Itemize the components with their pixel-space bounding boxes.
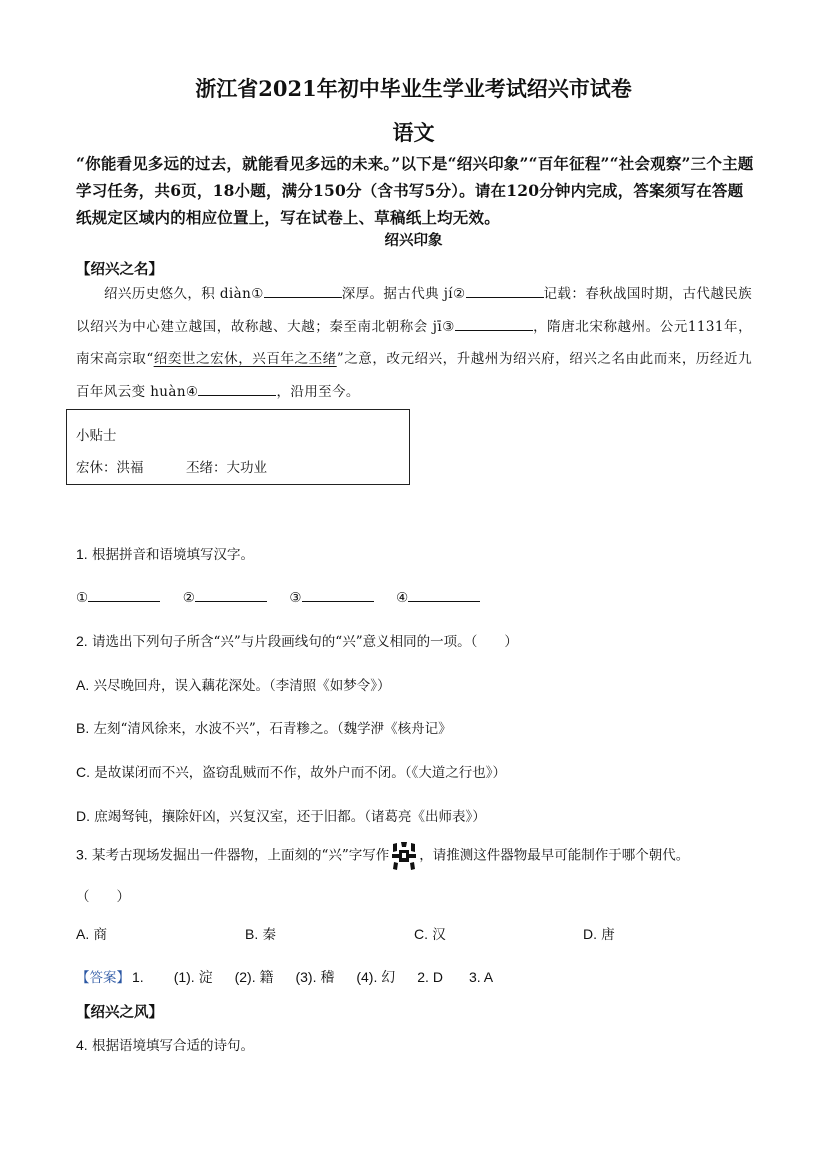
option-letter: A. bbox=[76, 926, 90, 942]
passage-blank-1 bbox=[264, 282, 342, 298]
option-text: 汉 bbox=[432, 927, 446, 943]
passage-text-4: ，隋唐北宋称越州。公元1131年，南宋高宗取“ bbox=[76, 318, 753, 367]
passage-blank-4 bbox=[198, 380, 276, 396]
blank-marker-2: ② bbox=[182, 590, 195, 606]
answer-line bbox=[76, 966, 493, 987]
blank-marker-1: ① bbox=[76, 590, 89, 606]
passage-text-2: 深厚。据古代典 jí② bbox=[341, 286, 466, 302]
answer-item-6: 2. D bbox=[417, 969, 443, 985]
question-2-number: 2. bbox=[76, 633, 88, 649]
intro-paragraph: “你能看见多远的过去，就能看见多远的未来。”以下是“绍兴印象”“百年征程”“社会观察”三个主题学习任务，共6页，18小题，满分150分（含书写5分）。请在120分钟内完成，答案须写在答题纸规定区域内的相应位置上，写在试卷上、草稿纸上均无效。 bbox=[76, 154, 754, 227]
blank-marker-3: ③ bbox=[289, 590, 302, 606]
question-1 bbox=[76, 543, 254, 563]
question-4-number: 4. bbox=[76, 1037, 88, 1053]
passage bbox=[76, 278, 752, 408]
blank-marker-4: ④ bbox=[396, 590, 409, 606]
question-4 bbox=[76, 1034, 254, 1054]
passage-text-1: 绍兴历史悠久，积 diàn① bbox=[104, 286, 264, 302]
option-letter: B. bbox=[76, 720, 90, 736]
option-letter: B. bbox=[245, 926, 259, 942]
q3-option-b[interactable] bbox=[245, 923, 276, 943]
option-letter: D. bbox=[76, 808, 90, 824]
passage-text-6: ，沿用至今。 bbox=[276, 383, 360, 400]
answer-item-2: (1). 淀 bbox=[173, 969, 213, 985]
subsection-shaoxing-name: 【绍兴之名】 bbox=[76, 261, 163, 278]
option-text: 左刻“清风徐来，水波不兴”，石青糁之。（魏学洢《核舟记》 bbox=[93, 721, 452, 737]
subject-title: 语文 bbox=[392, 120, 435, 145]
option-text: 兴尽晚回舟，误入藕花深处。（李清照《如梦令》） bbox=[93, 678, 391, 694]
tip-item-1: 宏休：洪福 bbox=[76, 460, 144, 476]
ancient-xing-character-icon bbox=[389, 839, 419, 873]
q3-option-a[interactable] bbox=[76, 923, 107, 943]
q2-option-d[interactable] bbox=[76, 805, 486, 825]
section-title-shaoxing-impression: 绍兴印象 bbox=[384, 232, 443, 249]
question-3-number: 3. bbox=[76, 846, 88, 863]
question-3-text-after: ，请推测这件器物最早可能制作于哪个朝代。 bbox=[419, 847, 690, 864]
passage-blank-2 bbox=[466, 282, 544, 298]
option-letter: C. bbox=[76, 764, 90, 780]
tip-item-2: 丕绪：大功业 bbox=[186, 460, 267, 476]
question-3 bbox=[76, 839, 689, 873]
answer-tag: 【答案】 bbox=[76, 970, 130, 986]
question-3-paren: （ ） bbox=[76, 889, 130, 905]
q2-option-c[interactable] bbox=[76, 761, 506, 781]
option-letter: D. bbox=[583, 926, 597, 942]
question-4-text: 根据语境填写合适的诗句。 bbox=[91, 1038, 254, 1054]
answer-blank-1[interactable] bbox=[88, 587, 160, 602]
question-1-number: 1. bbox=[76, 546, 88, 562]
exam-title: 浙江省2021年初中毕业生学业考试绍兴市试卷 bbox=[195, 76, 632, 101]
option-text: 商 bbox=[93, 927, 108, 943]
answer-blank-4[interactable] bbox=[408, 587, 480, 602]
answer-blanks-row bbox=[76, 587, 480, 606]
underlined-sentence: 绍奕世之宏休，兴百年之丕绪 bbox=[153, 351, 337, 367]
answer-item-7: 3. A bbox=[468, 969, 494, 985]
passage-blank-3 bbox=[455, 315, 533, 331]
q2-option-b[interactable] bbox=[76, 717, 452, 737]
answer-item-1: 1. bbox=[132, 969, 144, 985]
question-3-text-before: 某考古现场发掘出一件器物，上面刻的“兴”字写作 bbox=[91, 847, 390, 864]
answer-blank-3[interactable] bbox=[302, 587, 374, 602]
option-letter: C. bbox=[414, 926, 428, 942]
passage-text-5: ”之意，改元绍兴，升越州为绍兴府，绍兴之名由此而来，历经近九百年风云变 huàn④ bbox=[76, 351, 752, 400]
answer-item-4: (3). 稽 bbox=[295, 969, 335, 985]
option-text: 庶竭驽钝，攘除奸凶，兴复汉室，还于旧都。（诸葛亮《出师表》） bbox=[94, 809, 486, 825]
answer-item-5: (4). 幻 bbox=[356, 969, 396, 985]
subsection-shaoxing-wind: 【绍兴之风】 bbox=[76, 1004, 163, 1021]
answer-item-3: (2). 籍 bbox=[234, 969, 274, 985]
option-text: 是故谋闭而不兴，盗窃乱贼而不作，故外户而不闭。（《大道之行也》） bbox=[94, 765, 507, 781]
tip-title: 小贴士 bbox=[76, 428, 117, 444]
question-1-text: 根据拼音和语境填写汉字。 bbox=[91, 547, 254, 563]
q3-option-c[interactable] bbox=[414, 923, 446, 943]
option-text: 唐 bbox=[601, 927, 615, 943]
passage-text-3: 记载：春秋战国时期，古代越民族以绍兴为中心建立越国，故称越、大越；秦至南北朝称会 jī③ bbox=[76, 286, 753, 335]
option-letter: A. bbox=[76, 677, 90, 693]
question-2 bbox=[76, 630, 518, 650]
tip-box bbox=[66, 409, 410, 485]
option-text: 秦 bbox=[262, 927, 277, 943]
q2-option-a[interactable] bbox=[76, 674, 391, 694]
q3-option-d[interactable] bbox=[583, 923, 615, 943]
question-2-text: 请选出下列句子所含“兴”与片段画线句的“兴”意义相同的一项。（ ） bbox=[91, 634, 518, 650]
answer-blank-2[interactable] bbox=[195, 587, 267, 602]
